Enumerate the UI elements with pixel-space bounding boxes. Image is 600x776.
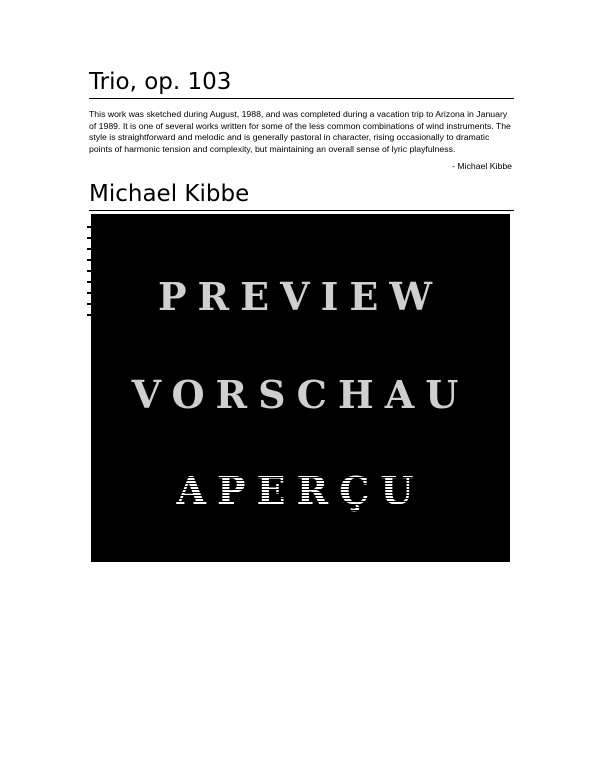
watermark-apercu-text: APERÇU [91, 468, 510, 513]
piece-title: Trio, op. 103 [89, 68, 514, 99]
watermark-vorschau-text: VORSCHAU [131, 372, 470, 417]
composer-heading: Michael Kibbe [89, 180, 514, 211]
watermark-preview-text: PREVIEW [157, 274, 444, 319]
program-note-attribution: - Michael Kibbe [452, 161, 512, 171]
preview-watermark-overlay [91, 214, 510, 562]
program-note: This work was sketched during August, 1988, and was completed during a vacation trip to Arizona in January of 1989. It is one of several works written for some of the less common combinations of wind instruments. The style is straightforward and melodic and is generally pastoral in character, rising occasionally to dramatic points of harmonic tension and complexity, but maintaining an overall sense of lyric playfulness. [89, 109, 511, 154]
